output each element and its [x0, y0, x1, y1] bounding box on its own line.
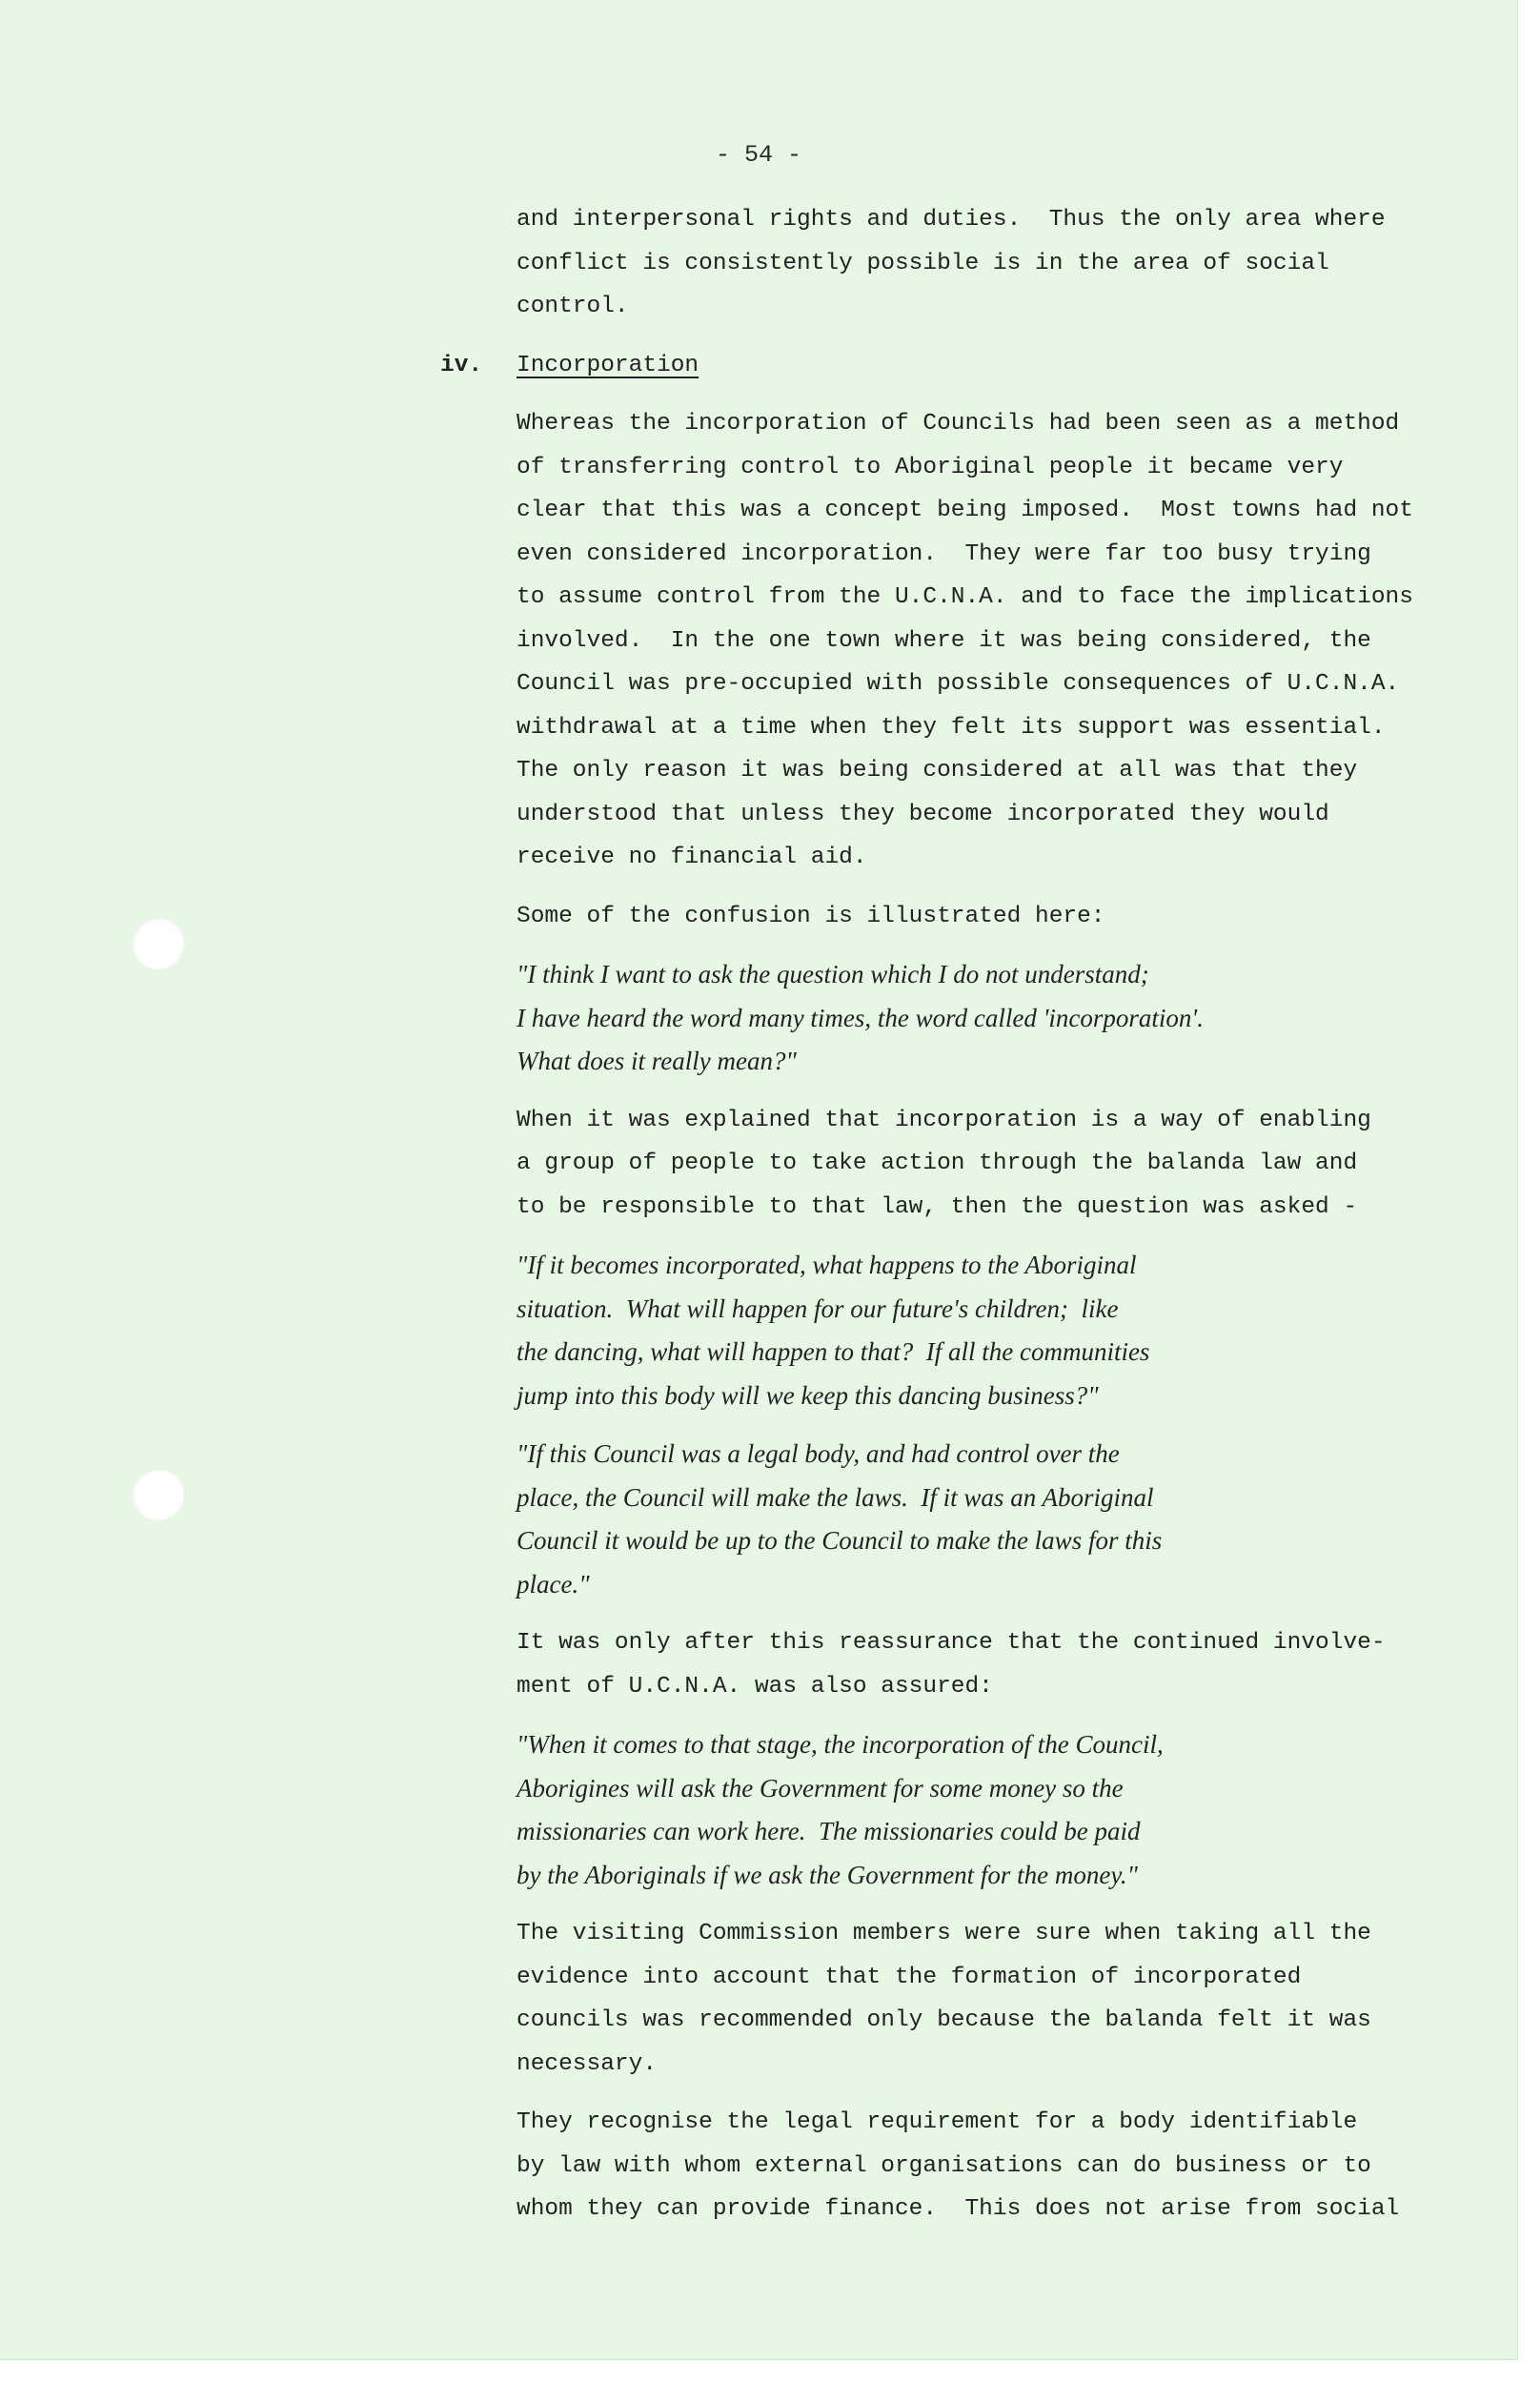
quotation-paragraph	[517, 1723, 1469, 1897]
text-line: They recognise the legal requirement for a body identifiable	[517, 2109, 1358, 2135]
text-line: Council it would be up to the Council to make the laws for this	[517, 1526, 1163, 1555]
text-line: involved. In the one town where it was being considered, the	[517, 627, 1371, 654]
text-line: by law with whom external organisations can do business or to	[517, 2152, 1371, 2179]
text-line: by the Aboriginals if we ask the Government for the money."	[517, 1860, 1138, 1889]
text-line: "If it becomes incorporated, what happens to the Aboriginal	[517, 1251, 1137, 1279]
text-line: Some of the confusion is illustrated here:	[517, 903, 1105, 929]
text-line: Aborigines will ask the Government for some money so the	[517, 1773, 1124, 1803]
text-line: of transferring control to Aboriginal people it became very	[517, 454, 1344, 480]
paragraph	[517, 402, 1469, 880]
text-line: even considered incorporation. They were far too busy trying	[517, 540, 1371, 567]
text-line: clear that this was a concept being imposed. Most towns had not	[517, 498, 1413, 523]
paragraph	[517, 198, 1469, 329]
text-line: withdrawal at a time when they felt its support was essential.	[517, 714, 1386, 741]
text-line: "When it comes to that stage, the incorporation of the Council,	[517, 1730, 1164, 1759]
quotation-paragraph	[517, 953, 1469, 1084]
section-title: Incorporation	[517, 352, 699, 378]
text-line: conflict is consistently possible is in the area of social	[517, 250, 1329, 276]
text-line: to be responsible to that law, then the question was asked -	[517, 1193, 1358, 1220]
paragraph	[517, 1912, 1469, 2086]
text-line: receive no financial aid.	[517, 845, 867, 870]
text-line: ment of U.C.N.A. was also assured:	[517, 1673, 993, 1700]
paragraph	[517, 1621, 1469, 1708]
text-line: and interpersonal rights and duties. Thus the only area where	[517, 207, 1386, 233]
text-line: jump into this body will we keep this dancing business?"	[517, 1380, 1099, 1410]
text-line: It was only after this reassurance that the continued involve-	[517, 1630, 1386, 1656]
text-line: whom they can provide finance. This does not arise from social	[517, 2196, 1400, 2222]
text-line: the dancing, what will happen to that? If all the communities	[517, 1337, 1150, 1366]
text-line: place, the Council will make the laws. If it was an Aboriginal	[517, 1482, 1154, 1512]
text-line: evidence into account that the formation of incorporated	[517, 1964, 1302, 1990]
quotation-paragraph	[517, 1433, 1469, 1606]
text-line: When it was explained that incorporation is a way of enabling	[517, 1107, 1371, 1133]
text-line: The only reason it was being considered at all was that they	[517, 758, 1358, 784]
text-line: I have heard the word many times, the word called 'incorporation'.	[517, 1003, 1204, 1032]
text-line: situation. What will happen for our future's children; like	[517, 1293, 1119, 1323]
section-heading	[440, 344, 1469, 388]
paragraph	[517, 2101, 1469, 2231]
section-number: iv.	[440, 352, 483, 378]
text-line: Council was pre-occupied with possible consequences of U.C.N.A.	[517, 671, 1400, 697]
text-line: "If this Council was a legal body, and had control over the	[517, 1439, 1120, 1468]
paragraph	[517, 1099, 1469, 1230]
text-line: a group of people to take action through the balanda law and	[517, 1151, 1358, 1176]
text-line: control.	[517, 294, 629, 319]
paragraph	[517, 895, 1469, 939]
text-line: councils was recommended only because the balanda felt it was	[517, 2007, 1371, 2033]
quotation-paragraph	[517, 1244, 1469, 1417]
text-line: missionaries can work here. The missionaries could be paid	[517, 1817, 1141, 1845]
text-line: understood that unless they become incorporated they would	[517, 801, 1329, 827]
page-number: - 54 -	[715, 141, 801, 169]
text-line: place."	[517, 1569, 590, 1599]
text-line: Whereas the incorporation of Councils had been seen as a method	[517, 411, 1400, 437]
punch-hole	[132, 1469, 184, 1520]
page-body	[440, 198, 1469, 2247]
text-line: necessary.	[517, 2050, 658, 2077]
text-line: to assume control from the U.C.N.A. and to face the implications	[517, 584, 1413, 610]
text-line: "I think I want to ask the question which I do not understand;	[517, 960, 1149, 988]
text-line: What does it really mean?"	[517, 1047, 797, 1075]
text-line: The visiting Commission members were sure when taking all the	[517, 1921, 1371, 1946]
punch-hole	[132, 918, 184, 969]
